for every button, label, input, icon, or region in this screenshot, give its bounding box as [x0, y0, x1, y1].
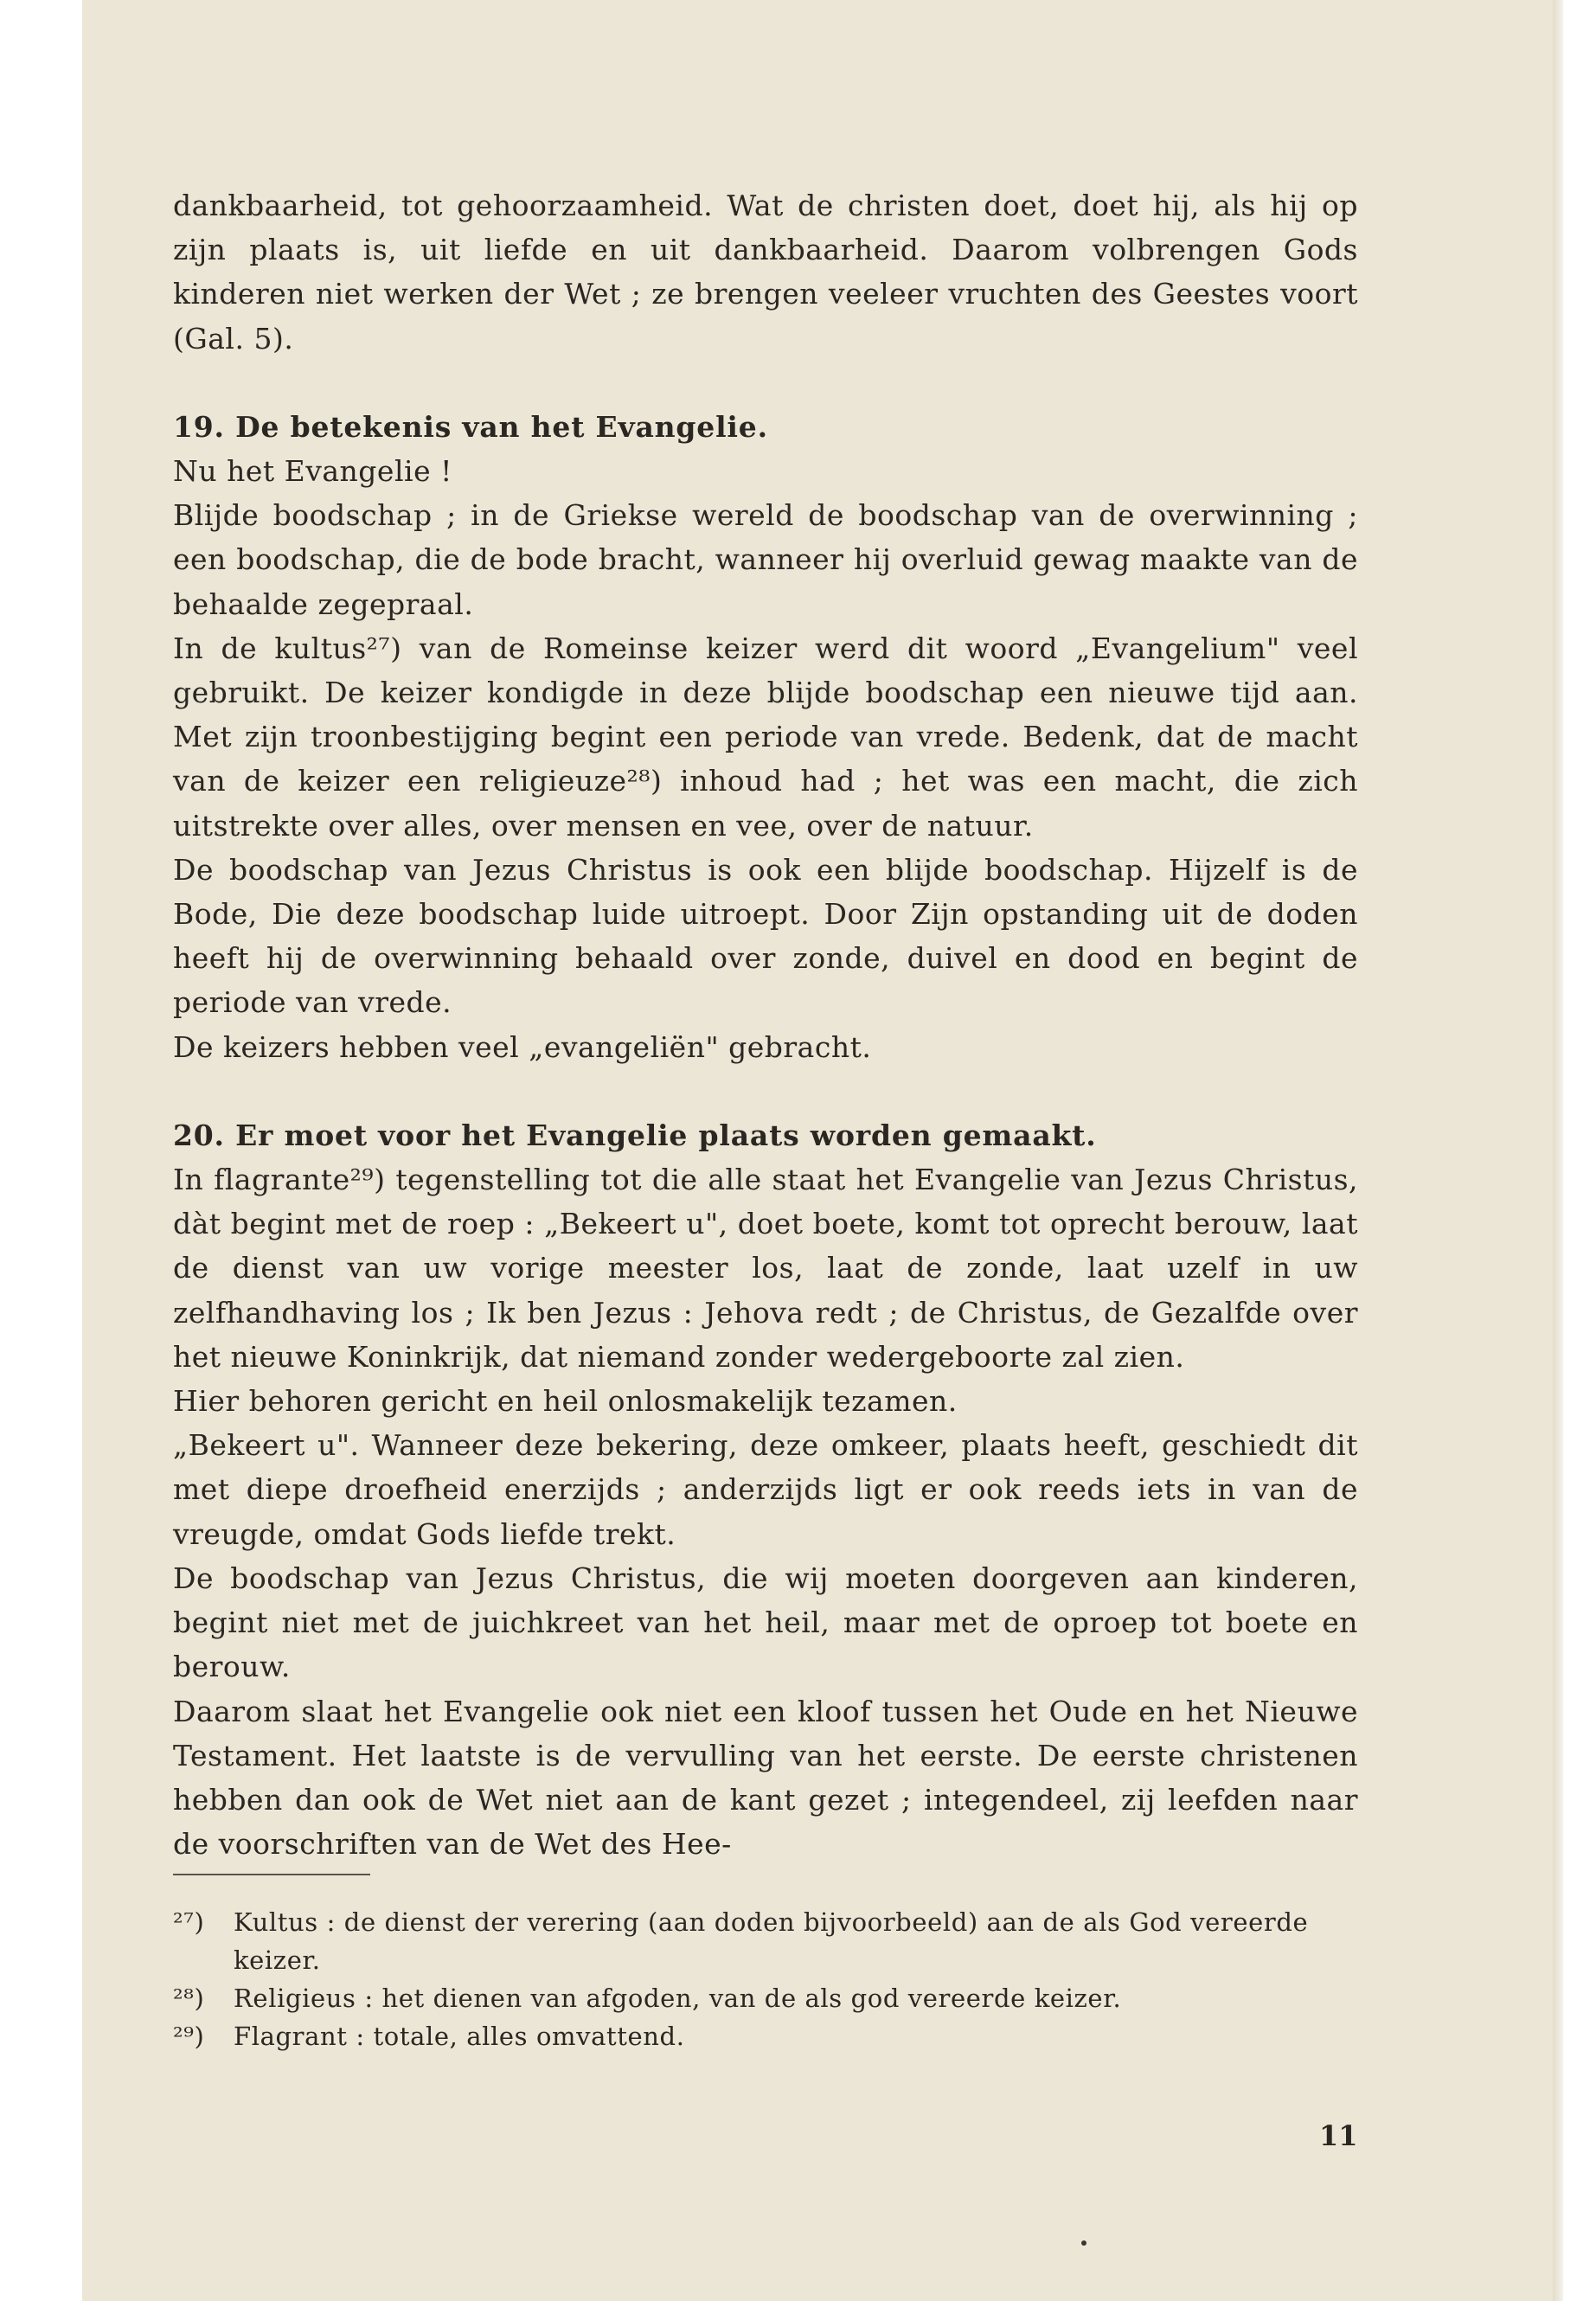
- paragraph: „Bekeert u". Wanneer deze bekering, deze omkeer, plaats heeft, geschiedt dit met diepe droefheid enerzijds ; anderzijds ligt er ook reeds iets in van de vreugde, omdat Gods liefde trekt.: [173, 1428, 1358, 1551]
- footnotes: [173, 1903, 1358, 2055]
- paragraph: De keizers hebben veel „evangeliën" gebracht.: [173, 1029, 872, 1064]
- main-text: [173, 183, 1358, 1866]
- footnote-mark: ²⁷): [173, 1907, 205, 1937]
- paragraph: In de kultus²⁷) van de Romeinse keizer werd dit woord „Evangelium" veel gebruikt. De keizer kondigde in deze blijde boodschap een nieuwe tijd aan. Met zijn troonbestijging begint een periode van vrede. Bedenk, dat de macht van de keizer een religieuze²⁸) inhoud had ; het was een macht, die zich uitstrekte over alles, over mensen en vee, over de natuur.: [173, 631, 1358, 843]
- footnote-mark: ²⁹): [173, 2022, 205, 2051]
- paragraph: Hier behoren gericht en heil onlosmakelijk tezamen.: [173, 1384, 958, 1419]
- footnote-27: [173, 1903, 1358, 1979]
- page-edge: [1553, 0, 1563, 2301]
- paragraph: In flagrante²⁹) tegenstelling tot die alle staat het Evangelie van Jezus Christus, dàt begint met de roep : „Bekeert u", doet boete, komt tot oprecht berouw, laat de dienst van uw vorige meester los, laat de zonde, laat uzelf in uw zelfhandhaving los ; Ik ben Jezus : Jehova redt ; de Christus, de Gezalfde over het nieuwe Koninkrijk, dat niemand zonder wedergeboorte zal zien.: [173, 1163, 1358, 1374]
- paragraph: Nu het Evangelie !: [173, 454, 452, 489]
- paragraph: De boodschap van Jezus Christus is ook een blijde boodschap. Hijzelf is de Bode, Die deze boodschap luide uitroept. Door Zijn opstanding uit de doden heeft hij de overwinning behaald over zonde, duivel en dood en begint de periode van vrede.: [173, 852, 1358, 1020]
- footnote-divider: [173, 1874, 370, 1875]
- footnote-mark: ²⁸): [173, 1984, 205, 2013]
- paragraph: De boodschap van Jezus Christus, die wij moeten doorgeven aan kinderen, begint niet met de juichkreet van het heil, maar met de oproep tot boete en berouw.: [173, 1561, 1358, 1684]
- footnote-text: Flagrant : totale, alles omvattend.: [234, 2022, 685, 2051]
- section-heading-20: 20. Er moet voor het Evangelie plaats worden gemaakt.: [173, 1118, 1097, 1152]
- footnote-28: [173, 1979, 1358, 2017]
- footnote-29: [173, 2017, 1358, 2055]
- page-number: 11: [1319, 2119, 1358, 2152]
- paragraph: Daarom slaat het Evangelie ook niet een kloof tussen het Oude en het Nieuwe Testament. Het laatste is de vervulling van het eerste. De eerste christenen hebben dan ook de Wet niet aan de kant gezet ; integendeel, zij leefden naar de voorschriften van de Wet des Hee-: [173, 1694, 1358, 1862]
- footnote-text: Religieus : het dienen van afgoden, van de als god vereerde keizer.: [234, 1984, 1122, 2013]
- paragraph-intro: dankbaarheid, tot gehoorzaamheid. Wat de christen doet, doet hij, als hij op zijn plaats is, uit liefde en uit dankbaarheid. Daarom volbrengen Gods kinderen niet werken der Wet ; ze brengen veeleer vruchten des Geestes voort (Gal. 5).: [173, 189, 1358, 356]
- paragraph: Blijde boodschap ; in de Griekse wereld de boodschap van de overwinning ; een boodschap, die de bode bracht, wanneer hij overluid gewag maakte van de behaalde zegepraal.: [173, 498, 1358, 621]
- print-speck: [1081, 2240, 1086, 2246]
- section-heading-19: 19. De betekenis van het Evangelie.: [173, 409, 768, 444]
- footnote-text: Kultus : de dienst der verering (aan doden bijvoorbeeld) aan de als God vereerde keizer.: [234, 1907, 1309, 1975]
